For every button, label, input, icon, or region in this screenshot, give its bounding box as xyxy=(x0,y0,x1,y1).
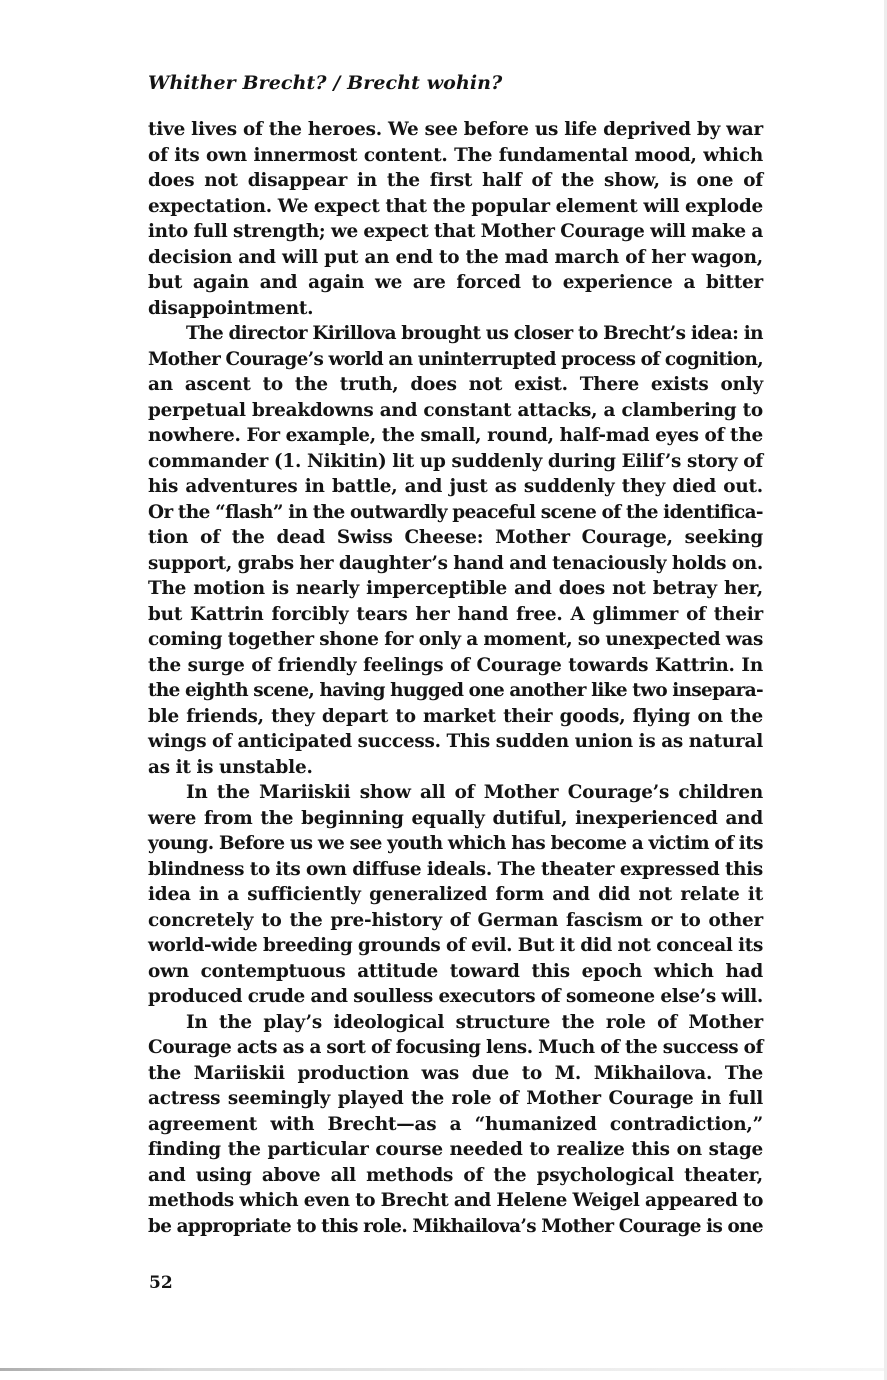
text-line: the surge of friendly feelings of Courage towards Kattrin. In xyxy=(148,654,763,676)
text-line: an ascent to the truth, does not exist. There exists only xyxy=(148,374,763,395)
text-line: produced crude and soulless executors of someone else’s will. xyxy=(148,986,763,1007)
running-head: Whither Brecht? / Brecht wohin? xyxy=(148,72,503,94)
text-line: The director Kirillova brought us closer to Brecht’s idea: in xyxy=(186,323,763,344)
text-line: were from the beginning equally dutiful, inexperienced and xyxy=(148,807,763,829)
paragraph xyxy=(148,780,763,1010)
text-line: finding the particular course needed to realize this on stage xyxy=(148,1139,763,1160)
page-number: 52 xyxy=(149,1273,173,1293)
text-line: own contemptuous attitude toward this epoch which had xyxy=(148,960,763,982)
text-line: commander (1. Nikitin) lit up suddenly during Eilif’s story of xyxy=(148,450,763,472)
text-line: into full strength; we expect that Mother Courage will make a xyxy=(148,221,763,242)
text-line: does not disappear in the first half of the show, is one of xyxy=(148,170,763,191)
text-line: and using above all methods of the psychological theater, xyxy=(148,1164,763,1186)
text-line: but again and again we are forced to experience a bitter xyxy=(148,272,763,293)
text-line: nowhere. For example, the small, round, half-mad eyes of the xyxy=(148,425,763,446)
text-line: Or the “flash” in the outwardly peaceful scene of the identifica- xyxy=(148,501,763,523)
text-line: of its own innermost content. The fundamental mood, which xyxy=(148,144,763,166)
text-line: wings of anticipated success. This sudden union is as natural xyxy=(148,731,763,752)
text-line: disappointment. xyxy=(148,297,314,319)
text-line: the eighth scene, having hugged one another like two insepara- xyxy=(148,680,763,701)
text-line: Mother Courage’s world an uninterrupted process of cognition, xyxy=(148,348,763,370)
text-line: decision and will put an end to the mad march of her wagon, xyxy=(148,246,763,268)
text-line: coming together shone for only a moment, so unexpected was xyxy=(148,629,763,650)
text-line: ble friends, they depart to market their goods, flying on the xyxy=(148,705,763,727)
text-line: be appropriate to this role. Mikhailova’s Mother Courage is one xyxy=(148,1215,763,1237)
text-line: The motion is nearly imperceptible and does not betray her, xyxy=(148,578,763,599)
text-line: perpetual breakdowns and constant attacks, a clambering to xyxy=(148,399,763,421)
text-line: expectation. We expect that the popular element will explode xyxy=(148,195,763,217)
text-line: world-wide breeding grounds of evil. But it did not conceal its xyxy=(148,935,763,956)
text-line: young. Before us we see youth which has become a victim of its xyxy=(148,833,763,854)
paragraph xyxy=(148,117,763,321)
text-line: In the play’s ideological structure the role of Mother xyxy=(186,1011,763,1033)
text-line: as it is unstable. xyxy=(148,756,313,778)
text-line: agreement with Brecht—as a “humanized contradiction,” xyxy=(148,1113,763,1135)
body-text xyxy=(148,117,763,1239)
text-line: concretely to the pre-history of German fascism or to other xyxy=(148,909,763,931)
text-line: blindness to its own diffuse ideals. The theater expressed this xyxy=(148,858,763,880)
text-line: the Mariiskii production was due to M. Mikhailova. The xyxy=(148,1062,763,1084)
scan-edge-bottom xyxy=(0,1368,887,1371)
text-line: support, grabs her daughter’s hand and tenaciously holds on. xyxy=(148,552,763,574)
text-line: but Kattrin forcibly tears her hand free. A glimmer of their xyxy=(148,603,763,625)
text-line: his adventures in battle, and just as suddenly they died out. xyxy=(148,476,763,497)
text-line: tive lives of the heroes. We see before us life deprived by war xyxy=(148,119,763,140)
text-line: Courage acts as a sort of focusing lens. Much of the success of xyxy=(148,1037,763,1058)
paragraph xyxy=(148,1010,763,1240)
text-line: In the Mariiskii show all of Mother Courage’s children xyxy=(186,782,763,803)
text-line: idea in a sufficiently generalized form and did not relate it xyxy=(148,884,763,905)
text-line: methods which even to Brecht and Helene Weigel appeared to xyxy=(148,1190,763,1211)
text-line: actress seemingly played the role of Mother Courage in full xyxy=(148,1088,763,1109)
paragraph xyxy=(148,321,763,780)
text-line: tion of the dead Swiss Cheese: Mother Courage, seeking xyxy=(148,527,763,548)
